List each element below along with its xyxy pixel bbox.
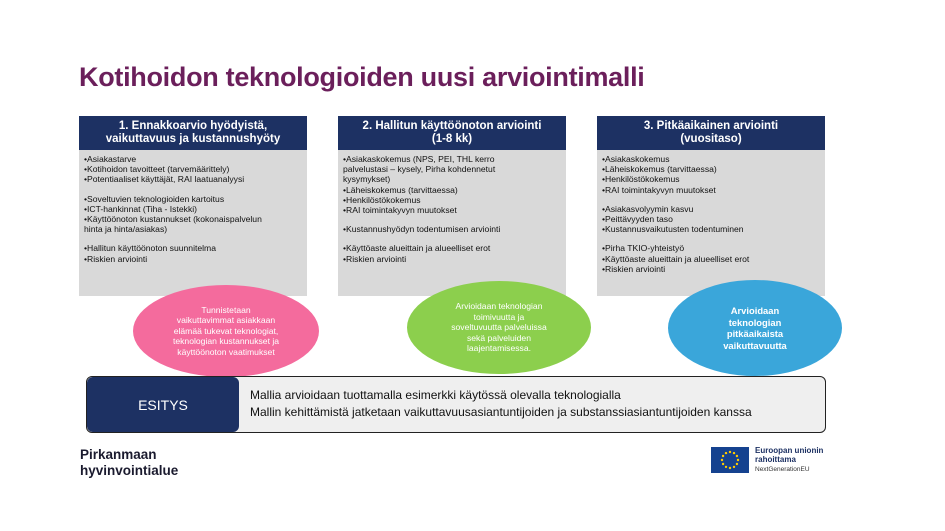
phase-2-list — [338, 150, 566, 296]
esitys-line: Mallin kehittämistä jatketaan vaikuttavuusasiantuntijoiden ja substanssiasiantuntijoiden kanssa — [250, 405, 752, 419]
eu-star — [721, 459, 723, 461]
phase-3-column — [597, 116, 825, 296]
esitys-text — [250, 387, 752, 421]
phase-2-summary-circle: Arvioidaan teknologian toimivuutta ja soveltuvuutta palveluissa sekä palveluiden laajentamisessa. — [407, 281, 591, 374]
esitys-panel — [86, 376, 826, 433]
bullet-item: •Asiakastarve — [84, 154, 137, 164]
phase-3-list — [597, 150, 825, 296]
bullet-item: •Soveltuvien teknologioiden kartoitus — [84, 193, 225, 204]
bullet-item: •Peittävyyden taso — [602, 214, 673, 225]
organization-logo: Pirkanmaan hyvinvointialue — [80, 447, 179, 478]
bullet-group — [602, 204, 820, 235]
page-title: Kotihoidon teknologioiden uusi arviointimalli — [79, 62, 645, 92]
eu-star — [729, 467, 731, 469]
phase-1-summary-circle: Tunnistetaan vaikuttavimmat asiakkaan elämää tukevat teknologiat, teknologian kustannukset ja käyttöönoton vaatimukset — [133, 285, 319, 377]
eu-funding-line: NextGenerationEU — [755, 465, 810, 473]
bullet-group — [84, 154, 302, 185]
bullet-group — [602, 154, 820, 195]
phase-1-list — [79, 150, 307, 296]
bullet-item: •Asiakaskokemus — [602, 154, 670, 164]
eu-funding-line: Euroopan unionin — [755, 445, 824, 455]
bullet-item: •Riskien arviointi — [343, 253, 407, 264]
bullet-item: •Kustannusvaikutusten todentuminen — [602, 224, 744, 235]
bullet-group — [84, 194, 302, 235]
bullet-item: •Pirha TKIO-yhteistyö — [602, 243, 685, 254]
bullet-item: •Kustannushyödyn todentumisen arviointi — [343, 224, 501, 235]
esitys-line: Mallia arvioidaan tuottamalla esimerkki käytössä olevalla teknologialla — [250, 388, 621, 402]
phase-1-column — [79, 116, 307, 296]
eu-star — [725, 452, 727, 454]
bullet-group — [602, 243, 820, 274]
bullet-item: •RAI toimintakyvyn muutokset — [602, 184, 716, 195]
eu-star — [733, 466, 735, 468]
bullet-item: •Käyttöönoton kustannukset (kokonaispalvelun hinta ja hinta/asiakas) — [84, 214, 262, 235]
eu-star — [736, 463, 738, 465]
eu-star — [722, 463, 724, 465]
phase-2-header: 2. Hallitun käyttöönoton arviointi (1-8 kk) — [338, 116, 566, 150]
esitys-label: ESITYS — [87, 377, 239, 432]
bullet-item: •Läheiskokemus (tarvittaessa) — [602, 164, 717, 175]
eu-star — [737, 459, 739, 461]
bullet-group — [343, 154, 561, 215]
bullet-item: •Läheiskokemus (tarvittaessa) — [343, 184, 458, 195]
bullet-item: •ICT-hankinnat (Tiha - Istekki) — [84, 203, 198, 214]
bullet-item: •Riskien arviointi — [602, 263, 666, 274]
bullet-group — [343, 243, 561, 263]
bullet-item: •Hallitun käyttöönoton suunnitelma — [84, 243, 216, 254]
bullet-group — [343, 224, 561, 234]
bullet-item: •Potentiaaliset käyttäjät, RAI laatuanalyysi — [84, 174, 245, 185]
bullet-item: •Kotihoidon tavoitteet (tarvemäärittely) — [84, 164, 230, 175]
bullet-item: •Henkilöstökokemus — [602, 174, 680, 185]
phase-1-header: 1. Ennakkoarvio hyödyistä, vaikuttavuus ja kustannushyöty — [79, 116, 307, 150]
bullet-item: •RAI toimintakyvyn muutokset — [343, 205, 457, 216]
bullet-item: •Asiakasvolyymin kasvu — [602, 203, 694, 214]
bullet-item: •Henkilöstökokemus — [343, 194, 421, 205]
bullet-item: •Käyttöaste alueittain ja alueelliset erot — [602, 253, 750, 264]
eu-star — [729, 451, 731, 453]
eu-funding-logo — [711, 446, 823, 474]
bullet-item: •Riskien arviointi — [84, 253, 148, 264]
phase-2-column — [338, 116, 566, 296]
bullet-item: •Asiakaskokemus (NPS, PEI, THL kerro palvelustasi – kysely, Pirha kohdennetut kysymykset) — [343, 154, 496, 185]
bullet-group — [84, 243, 302, 263]
bullet-item: •Käyttöaste alueittain ja alueelliset erot — [343, 243, 491, 254]
eu-flag-icon — [711, 447, 749, 473]
eu-star — [733, 452, 735, 454]
eu-star — [725, 466, 727, 468]
eu-star — [736, 455, 738, 457]
eu-star — [722, 455, 724, 457]
phase-3-summary-circle: Arvioidaan teknologian pitkäaikaista vaikuttavuutta — [668, 280, 842, 376]
eu-funding-line: rahoittama — [755, 455, 796, 465]
phase-3-header: 3. Pitkäaikainen arviointi (vuositaso) — [597, 116, 825, 150]
